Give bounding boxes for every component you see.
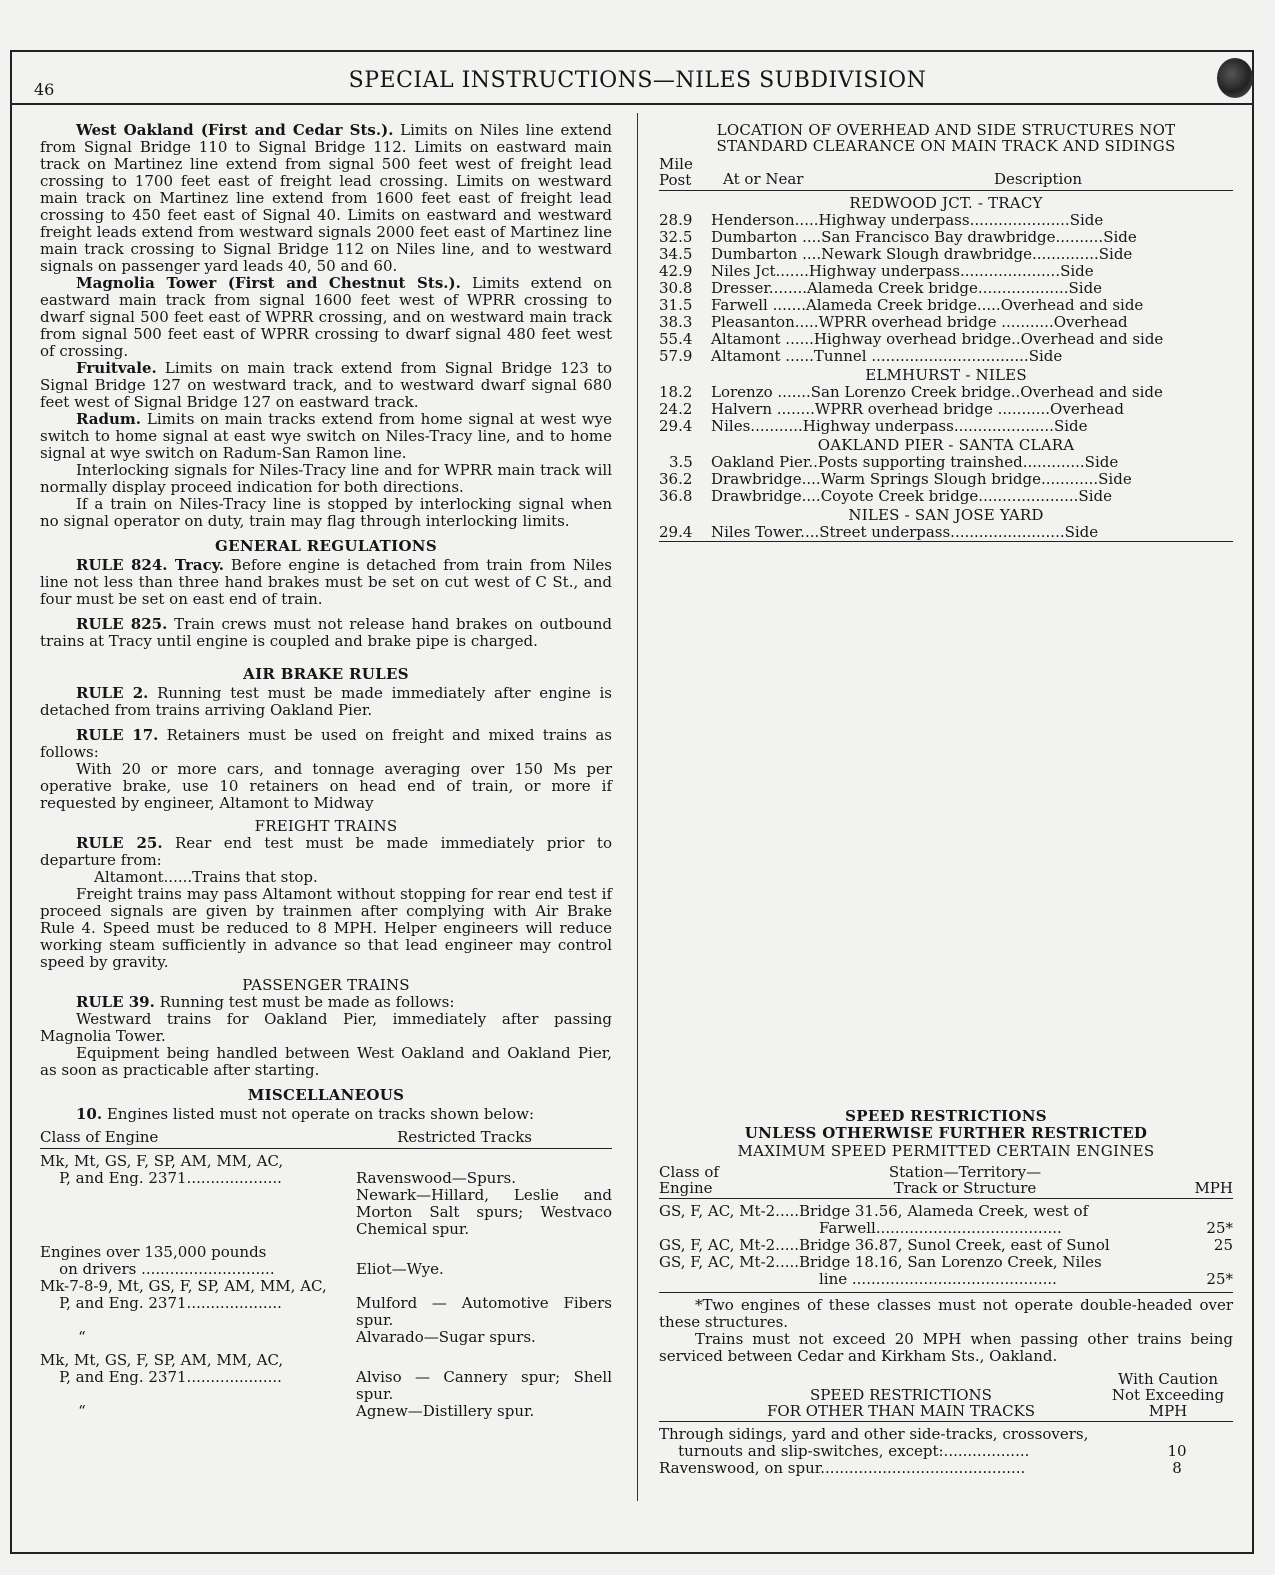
speed2-header: SPEED RESTRICTIONS FOR OTHER THAN MAIN TRACKS With Caution Not Exceeding MPH (766, 1370, 1225, 1420)
paragraph-magnolia-tower: Magnolia Tower (First and Chestnut Sts.). Limits extend on eastward main track from signal 1600 feet west of WPRR crossing to dwarf signal 500 feet east of WPRR crossing, and on westward main track from signal 500 feet east of WPRR crossing to dwarf signal 480 feet west of crossing. (40, 274, 612, 360)
speed-row: line ........................................... 25* (819, 1270, 1233, 1288)
structure-row: 18.2 Lorenzo .......San Lorenzo Creek bridge..Overhead and side (659, 383, 1163, 401)
speed-row: Farwell....................................... 25* (819, 1219, 1233, 1237)
paragraph-west-oakland: West Oakland (First and Cedar Sts.). Limits on Niles line extend from Signal Bridge 110 to Signal Bridge 112. Limits on eastward main track on Martinez line extend from signal 500 feet west of freight lead crossing to 1700 feet east of freight lead crossing. Limits on westward main track on Martinez line extend from 1600 feet east of freight lead crossing to 450 feet east of Signal 40. Limits on eastward and westward freight leads extend from westward signals 2000 feet east of Martinez line main track crossing to Signal Bridge 112 on Niles line, and to westward signals on passenger yard leads 40, 50 and 60. (40, 121, 612, 275)
structure-row: 42.9 Niles Jct.......Highway underpass.....................Side (659, 262, 1094, 280)
speed-title-1: SPEED RESTRICTIONS (845, 1107, 1047, 1125)
paragraph-radum: Radum. Limits on main tracks extend from home signal at west wye switch to home signal at east wye switch on Niles-Tracy line, and to home signal at wye switch on Radum-San Ramon line. (40, 410, 612, 462)
misc-row: P, and Eng. 2371.................... Mulford — Automotive Fibers spur. (40, 1294, 612, 1329)
heading-general-regulations: GENERAL REGULATIONS (215, 537, 437, 555)
misc-row: P, and Eng. 2371.................... Alviso — Cannery spur; Shell spur. (40, 1368, 612, 1403)
structure-row: 36.2 Drawbridge....Warm Springs Slough bridge............Side (659, 470, 1132, 488)
misc-row: Mk-7-8-9, Mt, GS, F, SP, AM, MM, AC, (40, 1277, 327, 1295)
structure-row: 32.5 Dumbarton ....San Francisco Bay drawbridge..........Side (659, 228, 1137, 246)
track-speed-row: turnouts and slip-switches, except:.................. 10 (659, 1442, 1187, 1460)
paragraph-rule-39-westward: Westward trains for Oakland Pier, immediately after passing Magnolia Tower. (40, 1010, 612, 1045)
structure-row: 28.9 Henderson.....Highway underpass.....................Side (659, 211, 1104, 229)
structure-row: 31.5 Farwell .......Alameda Creek bridge.....Overhead and side (659, 296, 1144, 314)
page-number: 46 (34, 80, 55, 99)
paragraph-fruitvale: Fruitvale. Limits on main track extend from Signal Bridge 123 to Signal Bridge 127 on westward track, and to westward dwarf signal 680 feet west of Signal Bridge 127 on eastward track. (40, 359, 612, 411)
section-oakland-santa-clara: OAKLAND PIER - SANTA CLARA (817, 436, 1075, 454)
speed-title-3: MAXIMUM SPEED PERMITTED CERTAIN ENGINES (737, 1142, 1155, 1160)
structure-row: 29.4 Niles Tower....Street underpass........................Side (659, 524, 1233, 542)
misc-row: Newark—Hillard, Leslie and Morton Salt spurs; Westvaco Chemical spur. (356, 1186, 612, 1238)
punch-hole (1217, 58, 1253, 98)
paragraph-rule-25: RULE 25. Rear end test must be made immediately prior to departure from: (40, 834, 612, 869)
speed-table-header: Class of Engine Station—Territory— Track or Structure MPH (659, 1163, 1233, 1197)
paragraph-rule-17: RULE 17. Retainers must be used on freight and mixed trains as follows: (40, 726, 612, 761)
paragraph-rule-39-equipment: Equipment being handled between West Oakland and Oakland Pier, as soon as practicable after starting. (40, 1044, 612, 1079)
section-elmhurst-niles: ELMHURST - NILES (865, 366, 1027, 384)
title-rule (12, 103, 1252, 105)
speed-trains-note: Trains must not exceed 20 MPH when passing other trains being serviced between Cedar and Kirkham Sts., Oakland. (659, 1330, 1233, 1365)
structure-row: 38.3 Pleasanton.....WPRR overhead bridge ...........Overhead (659, 313, 1128, 331)
paragraph-rule-2: RULE 2. Running test must be made immediately after engine is detached from trains arriving Oakland Pier. (40, 684, 612, 719)
misc-row: on drivers ............................ Eliot—Wye. (40, 1260, 444, 1278)
speed-row: GS, F, AC, Mt-2.....Bridge 31.56, Alameda Creek, west of (659, 1202, 1089, 1220)
misc-row: “ Agnew—Distillery spur. (40, 1402, 535, 1420)
paragraph-interlocking: Interlocking signals for Niles-Tracy line and for WPRR main track will normally display proceed indication for both directions. (40, 461, 612, 496)
paragraph-freight-altamont: Freight trains may pass Altamont without stopping for rear end test if proceed signals are given by trainmen after complying with Air Brake Rule 4. Speed must be reduced to 8 MPH. Helper engineers will reduce working steam sufficiently in advance so that lead engineer may control speed by gravity. (40, 885, 612, 971)
misc-table (40, 1153, 612, 1420)
page-title: SPECIAL INSTRUCTIONS—NILES SUBDIVISION (348, 68, 927, 93)
section-niles-san-jose: NILES - SAN JOSE YARD (848, 506, 1044, 524)
structure-row: 36.8 Drawbridge....Coyote Creek bridge.....................Side (659, 487, 1112, 505)
paragraph-rule-825: RULE 825. Train crews must not release hand brakes on outbound trains at Tracy until engine is coupled and brake pipe is charged. (40, 615, 612, 650)
misc-row: “ Alvarado—Sugar spurs. (40, 1328, 536, 1346)
column-divider (637, 113, 638, 1501)
structure-row: 29.4 Niles...........Highway underpass.....................Side (659, 417, 1088, 435)
speed-row: GS, F, AC, Mt-2.....Bridge 18.16, San Lorenzo Creek, Niles (659, 1253, 1102, 1271)
structures-table-header: Mile Post At or Near Description (659, 156, 1233, 188)
paragraph-rule-10: 10. Engines listed must not operate on tracks shown below: (76, 1105, 535, 1123)
paragraph-rule-824: RULE 824. Tracy. Before engine is detached from train from Niles line not less than three hand brakes must be set on cut west of C St., and four must be set on east end of train. (40, 556, 612, 608)
structure-row: 30.8 Dresser........Alameda Creek bridge...................Side (659, 279, 1103, 297)
speed-footnote: *Two engines of these classes must not operate double-headed over these structures. (659, 1296, 1233, 1331)
paragraph-rule-39: RULE 39. Running test must be made as follows: (76, 993, 455, 1011)
misc-table-header (40, 1129, 612, 1146)
structure-row: 55.4 Altamont ......Highway overhead bridge..Overhead and side (659, 330, 1164, 348)
misc-col-class: Class of Engine (40, 1128, 159, 1146)
heading-passenger-trains: PASSENGER TRAINS (242, 976, 410, 994)
misc-row: P, and Eng. 2371.................... Ravenswood—Spurs. (40, 1169, 516, 1187)
structure-row: 3.5 Oakland Pier..Posts supporting trainshed.............Side (669, 453, 1119, 471)
misc-row: Engines over 135,000 pounds (40, 1243, 267, 1261)
section-redwood-tracy: REDWOOD JCT. - TRACY (849, 194, 1043, 212)
track-speed-row: Ravenswood, on spur........................................... 8 (659, 1459, 1182, 1477)
paragraph-train-stopped: If a train on Niles-Tracy line is stopped by interlocking signal when no signal operator on duty, train may flag through interlocking limits. (40, 495, 612, 530)
structure-row: 57.9 Altamont ......Tunnel .................................Side (659, 347, 1063, 365)
left-column (40, 122, 612, 1420)
col-description: Description (993, 170, 1083, 188)
structure-row: 24.2 Halvern ........WPRR overhead bridge ...........Overhead (659, 400, 1124, 418)
structures-title-line-1: LOCATION OF OVERHEAD AND SIDE STRUCTURES NOT (716, 121, 1176, 139)
track-speed-row: Through sidings, yard and other side-tracks, crossovers, (659, 1425, 1089, 1443)
heading-miscellaneous: MISCELLANEOUS (247, 1086, 405, 1104)
speed-row: GS, F, AC, Mt-2.....Bridge 36.87, Sunol Creek, east of Sunol 25 (659, 1236, 1233, 1254)
structures-title-line-2: STANDARD CLEARANCE ON MAIN TRACK AND SIDINGS (716, 137, 1176, 155)
paragraph-rule-17-detail: With 20 or more cars, and tonnage averaging over 150 Ms per operative brake, use 10 retainers on head end of train, or more if requested by engineer, Altamont to Midway (40, 760, 612, 812)
speed-title-2: UNLESS OTHERWISE FURTHER RESTRICTED (744, 1124, 1148, 1142)
misc-row: Mk, Mt, GS, F, SP, AM, MM, AC, (40, 1351, 284, 1369)
paragraph-rule-25-station: Altamont......Trains that stop. (94, 868, 318, 886)
misc-col-restricted: Restricted Tracks (397, 1128, 532, 1146)
heading-air-brake-rules: AIR BRAKE RULES (243, 665, 409, 683)
misc-row: Mk, Mt, GS, F, SP, AM, MM, AC, (40, 1152, 284, 1170)
heading-freight-trains: FREIGHT TRAINS (254, 817, 398, 835)
structure-row: 34.5 Dumbarton ....Newark Slough drawbridge..............Side (659, 245, 1133, 263)
col-at-or-near: At or Near (723, 170, 804, 188)
right-column (659, 122, 1233, 1477)
